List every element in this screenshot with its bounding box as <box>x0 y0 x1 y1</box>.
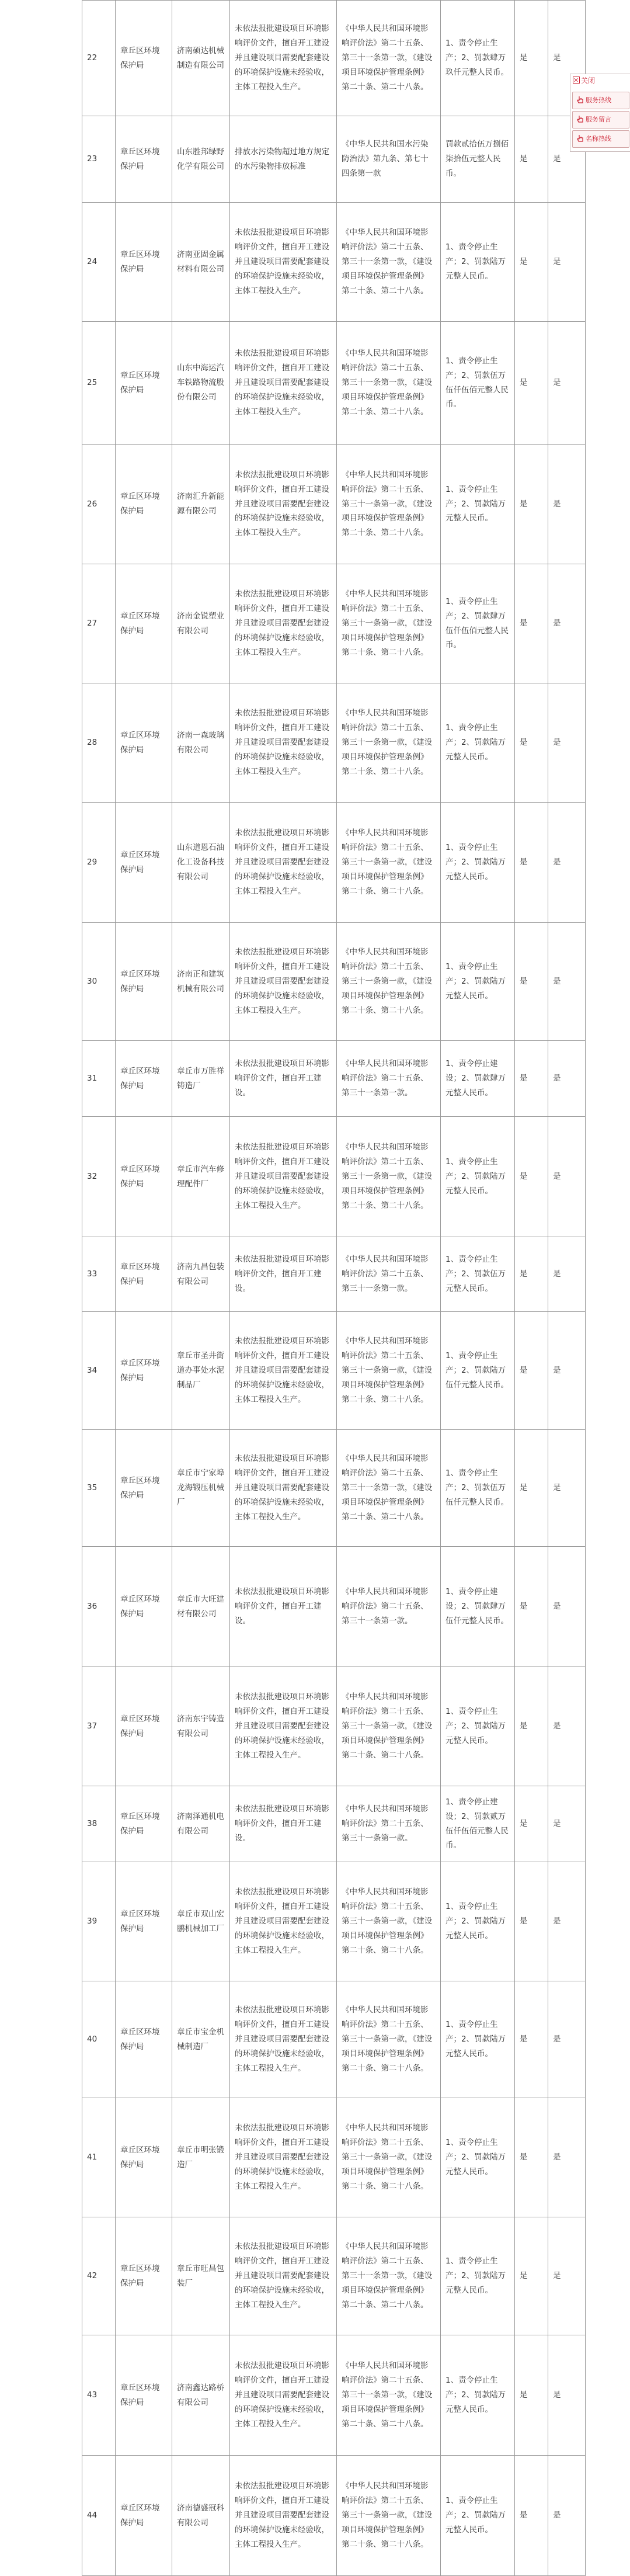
table-row <box>82 2456 586 2576</box>
record-violation-facts: 未依法报批建设项目环境影响评价文件，擅自开工建设并且建设项目需要配套建设的环境保护设施未经验收，主体工程投入生产。 <box>230 2335 337 2456</box>
record-violation-facts: 排放水污染物超过地方规定的水污染物排放标准 <box>230 116 337 203</box>
record-flag-b: 是 <box>548 683 586 803</box>
record-penalty: 1、责令停止生产；2、罚款陆万元整人民币。 <box>441 1117 515 1237</box>
record-penalty: 1、责令停止生产；2、罚款陆万元整人民币。 <box>441 923 515 1041</box>
record-penalty: 1、责令停止生产；2、罚款陆万元整人民币。 <box>441 1981 515 2098</box>
record-violation-facts: 未依法报批建设项目环境影响评价文件，擅自开工建设并且建设项目需要配套建设的环境保护设施未经验收，主体工程投入生产。 <box>230 1981 337 2098</box>
record-violation-facts: 未依法报批建设项目环境影响评价文件，擅自开工建设并且建设项目需要配套建设的环境保护设施未经验收，主体工程投入生产。 <box>230 683 337 803</box>
record-department: 章丘区环境保护局 <box>116 683 172 803</box>
table-row <box>82 2335 586 2456</box>
record-company: 济南汇升新能源有限公司 <box>172 445 230 564</box>
record-flag-b: 是 <box>548 1862 586 1981</box>
table-row <box>82 1547 586 1667</box>
record-flag-b: 是 <box>548 1 586 116</box>
record-flag-a: 是 <box>515 923 548 1041</box>
record-department: 章丘区环境保护局 <box>116 445 172 564</box>
record-number: 31 <box>82 1041 116 1117</box>
service-message-label: 服务留言 <box>586 116 611 123</box>
record-flag-b: 是 <box>548 322 586 445</box>
record-penalty: 1、责令停止生产；2、罚款陆万元整人民币。 <box>441 2217 515 2335</box>
table-row <box>82 2217 586 2335</box>
record-flag-b: 是 <box>548 923 586 1041</box>
record-company: 济南正和建筑机械有限公司 <box>172 923 230 1041</box>
record-flag-b: 是 <box>548 1981 586 2098</box>
record-legal-basis: 《中华人民共和国环境影响评价法》第二十五条、第三十一条第一款。 <box>337 1786 441 1862</box>
record-number: 38 <box>82 1786 116 1862</box>
table-row <box>82 1312 586 1430</box>
record-violation-facts: 未依法报批建设项目环境影响评价文件，擅自开工建设并且建设项目需要配套建设的环境保护设施未经验收，主体工程投入生产。 <box>230 322 337 445</box>
record-flag-a: 是 <box>515 1667 548 1786</box>
record-company: 济南硕达机械制造有限公司 <box>172 1 230 116</box>
record-flag-b: 是 <box>548 2098 586 2217</box>
record-number: 41 <box>82 2098 116 2217</box>
record-number: 39 <box>82 1862 116 1981</box>
record-company: 章丘市大旺建材有限公司 <box>172 1547 230 1667</box>
record-legal-basis: 《中华人民共和国环境影响评价法》第二十五条、第三十一条第一款，《建设项目环境保护管理条例》第二十条、第二十八条。 <box>337 2217 441 2335</box>
record-company: 济南亚固金属材料有限公司 <box>172 203 230 322</box>
record-department: 章丘区环境保护局 <box>116 1237 172 1312</box>
record-company: 山东胜邦绿野化学有限公司 <box>172 116 230 203</box>
record-penalty: 罚款贰拾伍万捌佰柒拾伍元整人民币。 <box>441 116 515 203</box>
record-violation-facts: 未依法报批建设项目环境影响评价文件，擅自开工建设并且建设项目需要配套建设的环境保护设施未经验收，主体工程投入生产。 <box>230 1862 337 1981</box>
name-hotline-label: 名称热线 <box>586 135 611 143</box>
table-row <box>82 116 586 203</box>
record-flag-b: 是 <box>548 445 586 564</box>
record-department: 章丘区环境保护局 <box>116 803 172 923</box>
record-penalty: 1、责令停止生产；2、罚款陆万元整人民币。 <box>441 2098 515 2217</box>
record-number: 22 <box>82 1 116 116</box>
record-flag-a: 是 <box>515 1312 548 1430</box>
record-company: 济南金锐塑业有限公司 <box>172 564 230 683</box>
record-penalty: 1、责令停止建设；2、罚款肆万元整人民币。 <box>441 1041 515 1117</box>
penalty-table-body <box>82 1 586 2576</box>
record-flag-b: 是 <box>548 1312 586 1430</box>
record-legal-basis: 《中华人民共和国水污染防治法》第九条、第七十四条第一款 <box>337 116 441 203</box>
record-company: 章丘市圣井街道办事处水泥制品厂 <box>172 1312 230 1430</box>
record-number: 30 <box>82 923 116 1041</box>
record-number: 33 <box>82 1237 116 1312</box>
hand-pointer-icon <box>576 96 584 104</box>
record-violation-facts: 未依法报批建设项目环境影响评价文件，擅自开工建设并且建设项目需要配套建设的环境保护设施未经验收，主体工程投入生产。 <box>230 564 337 683</box>
record-number: 26 <box>82 445 116 564</box>
record-violation-facts: 未依法报批建设项目环境影响评价文件，擅自开工建设。 <box>230 1237 337 1312</box>
service-hotline-label: 服务热线 <box>586 96 611 104</box>
record-flag-a: 是 <box>515 1547 548 1667</box>
record-penalty: 1、责令停止生产；2、罚款陆万元整人民币。 <box>441 1862 515 1981</box>
record-violation-facts: 未依法报批建设项目环境影响评价文件，擅自开工建设并且建设项目需要配套建设的环境保护设施未经验收，主体工程投入生产。 <box>230 2456 337 2576</box>
record-penalty: 1、责令停止建设；2、罚款肆万伍仟元整人民币。 <box>441 1547 515 1667</box>
record-department: 章丘区环境保护局 <box>116 1667 172 1786</box>
close-label: 关闭 <box>581 77 596 85</box>
table-row <box>82 1 586 116</box>
record-penalty: 1、责令停止生产；2、罚款陆万元整人民币。 <box>441 1667 515 1786</box>
record-number: 27 <box>82 564 116 683</box>
record-department: 章丘区环境保护局 <box>116 322 172 445</box>
table-row <box>82 2098 586 2217</box>
record-legal-basis: 《中华人民共和国环境影响评价法》第二十五条、第三十一条第一款，《建设项目环境保护管理条例》第二十条、第二十八条。 <box>337 1667 441 1786</box>
record-number: 35 <box>82 1430 116 1547</box>
record-violation-facts: 未依法报批建设项目环境影响评价文件，擅自开工建设。 <box>230 1547 337 1667</box>
record-department: 章丘区环境保护局 <box>116 923 172 1041</box>
record-penalty: 1、责令停止生产；2、罚款陆万元整人民币。 <box>441 2456 515 2576</box>
record-penalty: 1、责令停止生产；2、罚款伍万伍仟元整人民币。 <box>441 1430 515 1547</box>
table-row <box>82 1117 586 1237</box>
record-number: 24 <box>82 203 116 322</box>
hand-pointer-icon <box>576 115 584 123</box>
record-violation-facts: 未依法报批建设项目环境影响评价文件，擅自开工建设并且建设项目需要配套建设的环境保护设施未经验收，主体工程投入生产。 <box>230 445 337 564</box>
table-row <box>82 683 586 803</box>
record-flag-a: 是 <box>515 564 548 683</box>
record-number: 44 <box>82 2456 116 2576</box>
penalty-table <box>82 0 586 2576</box>
record-company: 山东道恩石油化工设备科技有限公司 <box>172 803 230 923</box>
record-legal-basis: 《中华人民共和国环境影响评价法》第二十五条、第三十一条第一款，《建设项目环境保护管理条例》第二十条、第二十八条。 <box>337 322 441 445</box>
record-violation-facts: 未依法报批建设项目环境影响评价文件，擅自开工建设并且建设项目需要配套建设的环境保护设施未经验收，主体工程投入生产。 <box>230 2217 337 2335</box>
table-row <box>82 322 586 445</box>
record-violation-facts: 未依法报批建设项目环境影响评价文件，擅自开工建设。 <box>230 1041 337 1117</box>
record-violation-facts: 未依法报批建设项目环境影响评价文件，擅自开工建设并且建设项目需要配套建设的环境保护设施未经验收，主体工程投入生产。 <box>230 1312 337 1430</box>
hand-pointer-icon <box>576 134 584 143</box>
record-company: 济南德盛冠科有限公司 <box>172 2456 230 2576</box>
record-number: 42 <box>82 2217 116 2335</box>
record-legal-basis: 《中华人民共和国环境影响评价法》第二十五条、第三十一条第一款，《建设项目环境保护管理条例》第二十条、第二十八条。 <box>337 2456 441 2576</box>
record-flag-b: 是 <box>548 1667 586 1786</box>
record-department: 章丘区环境保护局 <box>116 2456 172 2576</box>
record-flag-a: 是 <box>515 116 548 203</box>
record-flag-a: 是 <box>515 2335 548 2456</box>
record-penalty: 1、责令停止生产；2、罚款陆万元整人民币。 <box>441 203 515 322</box>
record-penalty: 1、责令停止建设；2、罚款贰万伍仟伍佰元整人民币。 <box>441 1786 515 1862</box>
table-row <box>82 1667 586 1786</box>
record-flag-a: 是 <box>515 1041 548 1117</box>
record-violation-facts: 未依法报批建设项目环境影响评价文件，擅自开工建设并且建设项目需要配套建设的环境保护设施未经验收，主体工程投入生产。 <box>230 1667 337 1786</box>
record-legal-basis: 《中华人民共和国环境影响评价法》第二十五条、第三十一条第一款，《建设项目环境保护管理条例》第二十条、第二十八条。 <box>337 803 441 923</box>
record-flag-a: 是 <box>515 1786 548 1862</box>
record-flag-b: 是 <box>548 1237 586 1312</box>
records-sheet <box>82 0 561 2576</box>
table-row <box>82 923 586 1041</box>
record-company: 济南一森玻璃有限公司 <box>172 683 230 803</box>
record-company: 济南泽通机电有限公司 <box>172 1786 230 1862</box>
record-violation-facts: 未依法报批建设项目环境影响评价文件，擅自开工建设并且建设项目需要配套建设的环境保护设施未经验收，主体工程投入生产。 <box>230 1117 337 1237</box>
record-department: 章丘区环境保护局 <box>116 2217 172 2335</box>
record-department: 章丘区环境保护局 <box>116 2098 172 2217</box>
record-number: 23 <box>82 116 116 203</box>
record-flag-a: 是 <box>515 322 548 445</box>
record-number: 40 <box>82 1981 116 2098</box>
record-penalty: 1、责令停止生产；2、罚款肆万伍仟伍佰元整人民币。 <box>441 564 515 683</box>
record-department: 章丘区环境保护局 <box>116 1117 172 1237</box>
record-flag-b: 是 <box>548 1041 586 1117</box>
record-legal-basis: 《中华人民共和国环境影响评价法》第二十五条、第三十一条第一款。 <box>337 1041 441 1117</box>
record-flag-a: 是 <box>515 683 548 803</box>
record-company: 章丘市宁家埠龙海锻压机械厂 <box>172 1430 230 1547</box>
record-flag-b: 是 <box>548 2335 586 2456</box>
close-icon <box>573 77 580 84</box>
record-penalty: 1、责令停止生产；2、罚款陆万元整人民币。 <box>441 803 515 923</box>
record-penalty: 1、责令停止生产；2、罚款陆万元整人民币。 <box>441 683 515 803</box>
record-legal-basis: 《中华人民共和国环境影响评价法》第二十五条、第三十一条第一款，《建设项目环境保护管理条例》第二十条、第二十八条。 <box>337 1312 441 1430</box>
record-department: 章丘区环境保护局 <box>116 1547 172 1667</box>
record-number: 32 <box>82 1117 116 1237</box>
record-legal-basis: 《中华人民共和国环境影响评价法》第二十五条、第三十一条第一款，《建设项目环境保护管理条例》第二十条、第二十八条。 <box>337 2335 441 2456</box>
table-row <box>82 1041 586 1117</box>
record-flag-b: 是 <box>548 1547 586 1667</box>
record-number: 25 <box>82 322 116 445</box>
record-company: 章丘市汽车修理配件厂 <box>172 1117 230 1237</box>
record-penalty: 1、责令停止生产；2、罚款肆万玖仟元整人民币。 <box>441 1 515 116</box>
record-legal-basis: 《中华人民共和国环境影响评价法》第二十五条、第三十一条第一款。 <box>337 1547 441 1667</box>
record-legal-basis: 《中华人民共和国环境影响评价法》第二十五条、第三十一条第一款，《建设项目环境保护管理条例》第二十条、第二十八条。 <box>337 1430 441 1547</box>
record-flag-b: 是 <box>548 2217 586 2335</box>
record-legal-basis: 《中华人民共和国环境影响评价法》第二十五条、第三十一条第一款，《建设项目环境保护管理条例》第二十条、第二十八条。 <box>337 1 441 116</box>
record-violation-facts: 未依法报批建设项目环境影响评价文件，擅自开工建设并且建设项目需要配套建设的环境保护设施未经验收，主体工程投入生产。 <box>230 2098 337 2217</box>
record-number: 36 <box>82 1547 116 1667</box>
record-legal-basis: 《中华人民共和国环境影响评价法》第二十五条、第三十一条第一款，《建设项目环境保护管理条例》第二十条、第二十八条。 <box>337 564 441 683</box>
record-violation-facts: 未依法报批建设项目环境影响评价文件，擅自开工建设并且建设项目需要配套建设的环境保护设施未经验收，主体工程投入生产。 <box>230 803 337 923</box>
record-flag-b: 是 <box>548 1430 586 1547</box>
table-row <box>82 1981 586 2098</box>
record-flag-b: 是 <box>548 2456 586 2576</box>
record-penalty: 1、责令停止生产；2、罚款陆万元整人民币。 <box>441 445 515 564</box>
record-flag-b: 是 <box>548 803 586 923</box>
record-legal-basis: 《中华人民共和国环境影响评价法》第二十五条、第三十一条第一款，《建设项目环境保护管理条例》第二十条、第二十八条。 <box>337 683 441 803</box>
record-company: 章丘市万胜祥铸造厂 <box>172 1041 230 1117</box>
table-row <box>82 803 586 923</box>
record-flag-a: 是 <box>515 1981 548 2098</box>
table-row <box>82 564 586 683</box>
record-flag-b: 是 <box>548 1117 586 1237</box>
table-row <box>82 445 586 564</box>
record-department: 章丘区环境保护局 <box>116 116 172 203</box>
name-hotline-button[interactable] <box>572 130 629 148</box>
close-button[interactable] <box>573 76 595 85</box>
record-flag-a: 是 <box>515 803 548 923</box>
record-violation-facts: 未依法报批建设项目环境影响评价文件，擅自开工建设并且建设项目需要配套建设的环境保护设施未经验收，主体工程投入生产。 <box>230 203 337 322</box>
record-penalty: 1、责令停止生产；2、罚款伍万元整人民币。 <box>441 1237 515 1312</box>
record-department: 章丘区环境保护局 <box>116 1786 172 1862</box>
record-penalty: 1、责令停止生产；2、罚款陆万元整人民币。 <box>441 2335 515 2456</box>
record-department: 章丘区环境保护局 <box>116 1862 172 1981</box>
record-flag-b: 是 <box>548 203 586 322</box>
service-hotline-button[interactable] <box>572 92 629 109</box>
record-company: 章丘市明张锻造厂 <box>172 2098 230 2217</box>
record-flag-b: 是 <box>548 1786 586 1862</box>
record-penalty: 1、责令停止生产；2、罚款伍万伍仟伍佰元整人民币。 <box>441 322 515 445</box>
record-number: 37 <box>82 1667 116 1786</box>
record-company: 济南东宇铸造有限公司 <box>172 1667 230 1786</box>
record-flag-a: 是 <box>515 1 548 116</box>
record-flag-a: 是 <box>515 1862 548 1981</box>
record-department: 章丘区环境保护局 <box>116 1312 172 1430</box>
record-flag-a: 是 <box>515 1117 548 1237</box>
record-flag-a: 是 <box>515 1237 548 1312</box>
record-legal-basis: 《中华人民共和国环境影响评价法》第二十五条、第三十一条第一款，《建设项目环境保护管理条例》第二十条、第二十八条。 <box>337 203 441 322</box>
record-department: 章丘区环境保护局 <box>116 1981 172 2098</box>
record-legal-basis: 《中华人民共和国环境影响评价法》第二十五条、第三十一条第一款，《建设项目环境保护管理条例》第二十条、第二十八条。 <box>337 1862 441 1981</box>
record-violation-facts: 未依法报批建设项目环境影响评价文件，擅自开工建设并且建设项目需要配套建设的环境保护设施未经验收，主体工程投入生产。 <box>230 923 337 1041</box>
record-legal-basis: 《中华人民共和国环境影响评价法》第二十五条、第三十一条第一款，《建设项目环境保护管理条例》第二十条、第二十八条。 <box>337 445 441 564</box>
record-company: 济南鑫达路桥有限公司 <box>172 2335 230 2456</box>
table-row <box>82 1237 586 1312</box>
floating-service-panel <box>570 74 630 152</box>
table-row <box>82 1786 586 1862</box>
record-department: 章丘区环境保护局 <box>116 203 172 322</box>
record-company: 章丘市宝金机械制造厂 <box>172 1981 230 2098</box>
record-number: 28 <box>82 683 116 803</box>
record-company: 章丘市旺昌包装厂 <box>172 2217 230 2335</box>
record-company: 山东中海运汽车铁路物流股份有限公司 <box>172 322 230 445</box>
record-legal-basis: 《中华人民共和国环境影响评价法》第二十五条、第三十一条第一款，《建设项目环境保护管理条例》第二十条、第二十八条。 <box>337 2098 441 2217</box>
table-row <box>82 1430 586 1547</box>
record-company: 章丘市双山宏鹏机械加工厂 <box>172 1862 230 1981</box>
record-department: 章丘区环境保护局 <box>116 1041 172 1117</box>
record-penalty: 1、责令停止生产；2、罚款陆万伍仟元整人民币。 <box>441 1312 515 1430</box>
record-company: 济南九昌包装有限公司 <box>172 1237 230 1312</box>
record-number: 43 <box>82 2335 116 2456</box>
record-violation-facts: 未依法报批建设项目环境影响评价文件，擅自开工建设。 <box>230 1786 337 1862</box>
record-legal-basis: 《中华人民共和国环境影响评价法》第二十五条、第三十一条第一款，《建设项目环境保护管理条例》第二十条、第二十八条。 <box>337 1117 441 1237</box>
record-flag-b: 是 <box>548 564 586 683</box>
record-flag-a: 是 <box>515 2217 548 2335</box>
record-flag-a: 是 <box>515 445 548 564</box>
record-number: 29 <box>82 803 116 923</box>
record-legal-basis: 《中华人民共和国环境影响评价法》第二十五条、第三十一条第一款，《建设项目环境保护管理条例》第二十条、第二十八条。 <box>337 923 441 1041</box>
record-legal-basis: 《中华人民共和国环境影响评价法》第二十五条、第三十一条第一款。 <box>337 1237 441 1312</box>
record-violation-facts: 未依法报批建设项目环境影响评价文件，擅自开工建设并且建设项目需要配套建设的环境保护设施未经验收，主体工程投入生产。 <box>230 1 337 116</box>
record-department: 章丘区环境保护局 <box>116 1430 172 1547</box>
record-violation-facts: 未依法报批建设项目环境影响评价文件，擅自开工建设并且建设项目需要配套建设的环境保护设施未经验收，主体工程投入生产。 <box>230 1430 337 1547</box>
record-flag-a: 是 <box>515 2456 548 2576</box>
table-row <box>82 203 586 322</box>
table-row <box>82 1862 586 1981</box>
record-flag-a: 是 <box>515 1430 548 1547</box>
record-number: 34 <box>82 1312 116 1430</box>
record-legal-basis: 《中华人民共和国环境影响评价法》第二十五条、第三十一条第一款，《建设项目环境保护管理条例》第二十条、第二十八条。 <box>337 1981 441 2098</box>
record-flag-b: 是 <box>548 116 586 203</box>
record-flag-a: 是 <box>515 2098 548 2217</box>
service-message-button[interactable] <box>572 111 629 129</box>
record-department: 章丘区环境保护局 <box>116 564 172 683</box>
record-department: 章丘区环境保护局 <box>116 2335 172 2456</box>
record-flag-a: 是 <box>515 203 548 322</box>
record-department: 章丘区环境保护局 <box>116 1 172 116</box>
